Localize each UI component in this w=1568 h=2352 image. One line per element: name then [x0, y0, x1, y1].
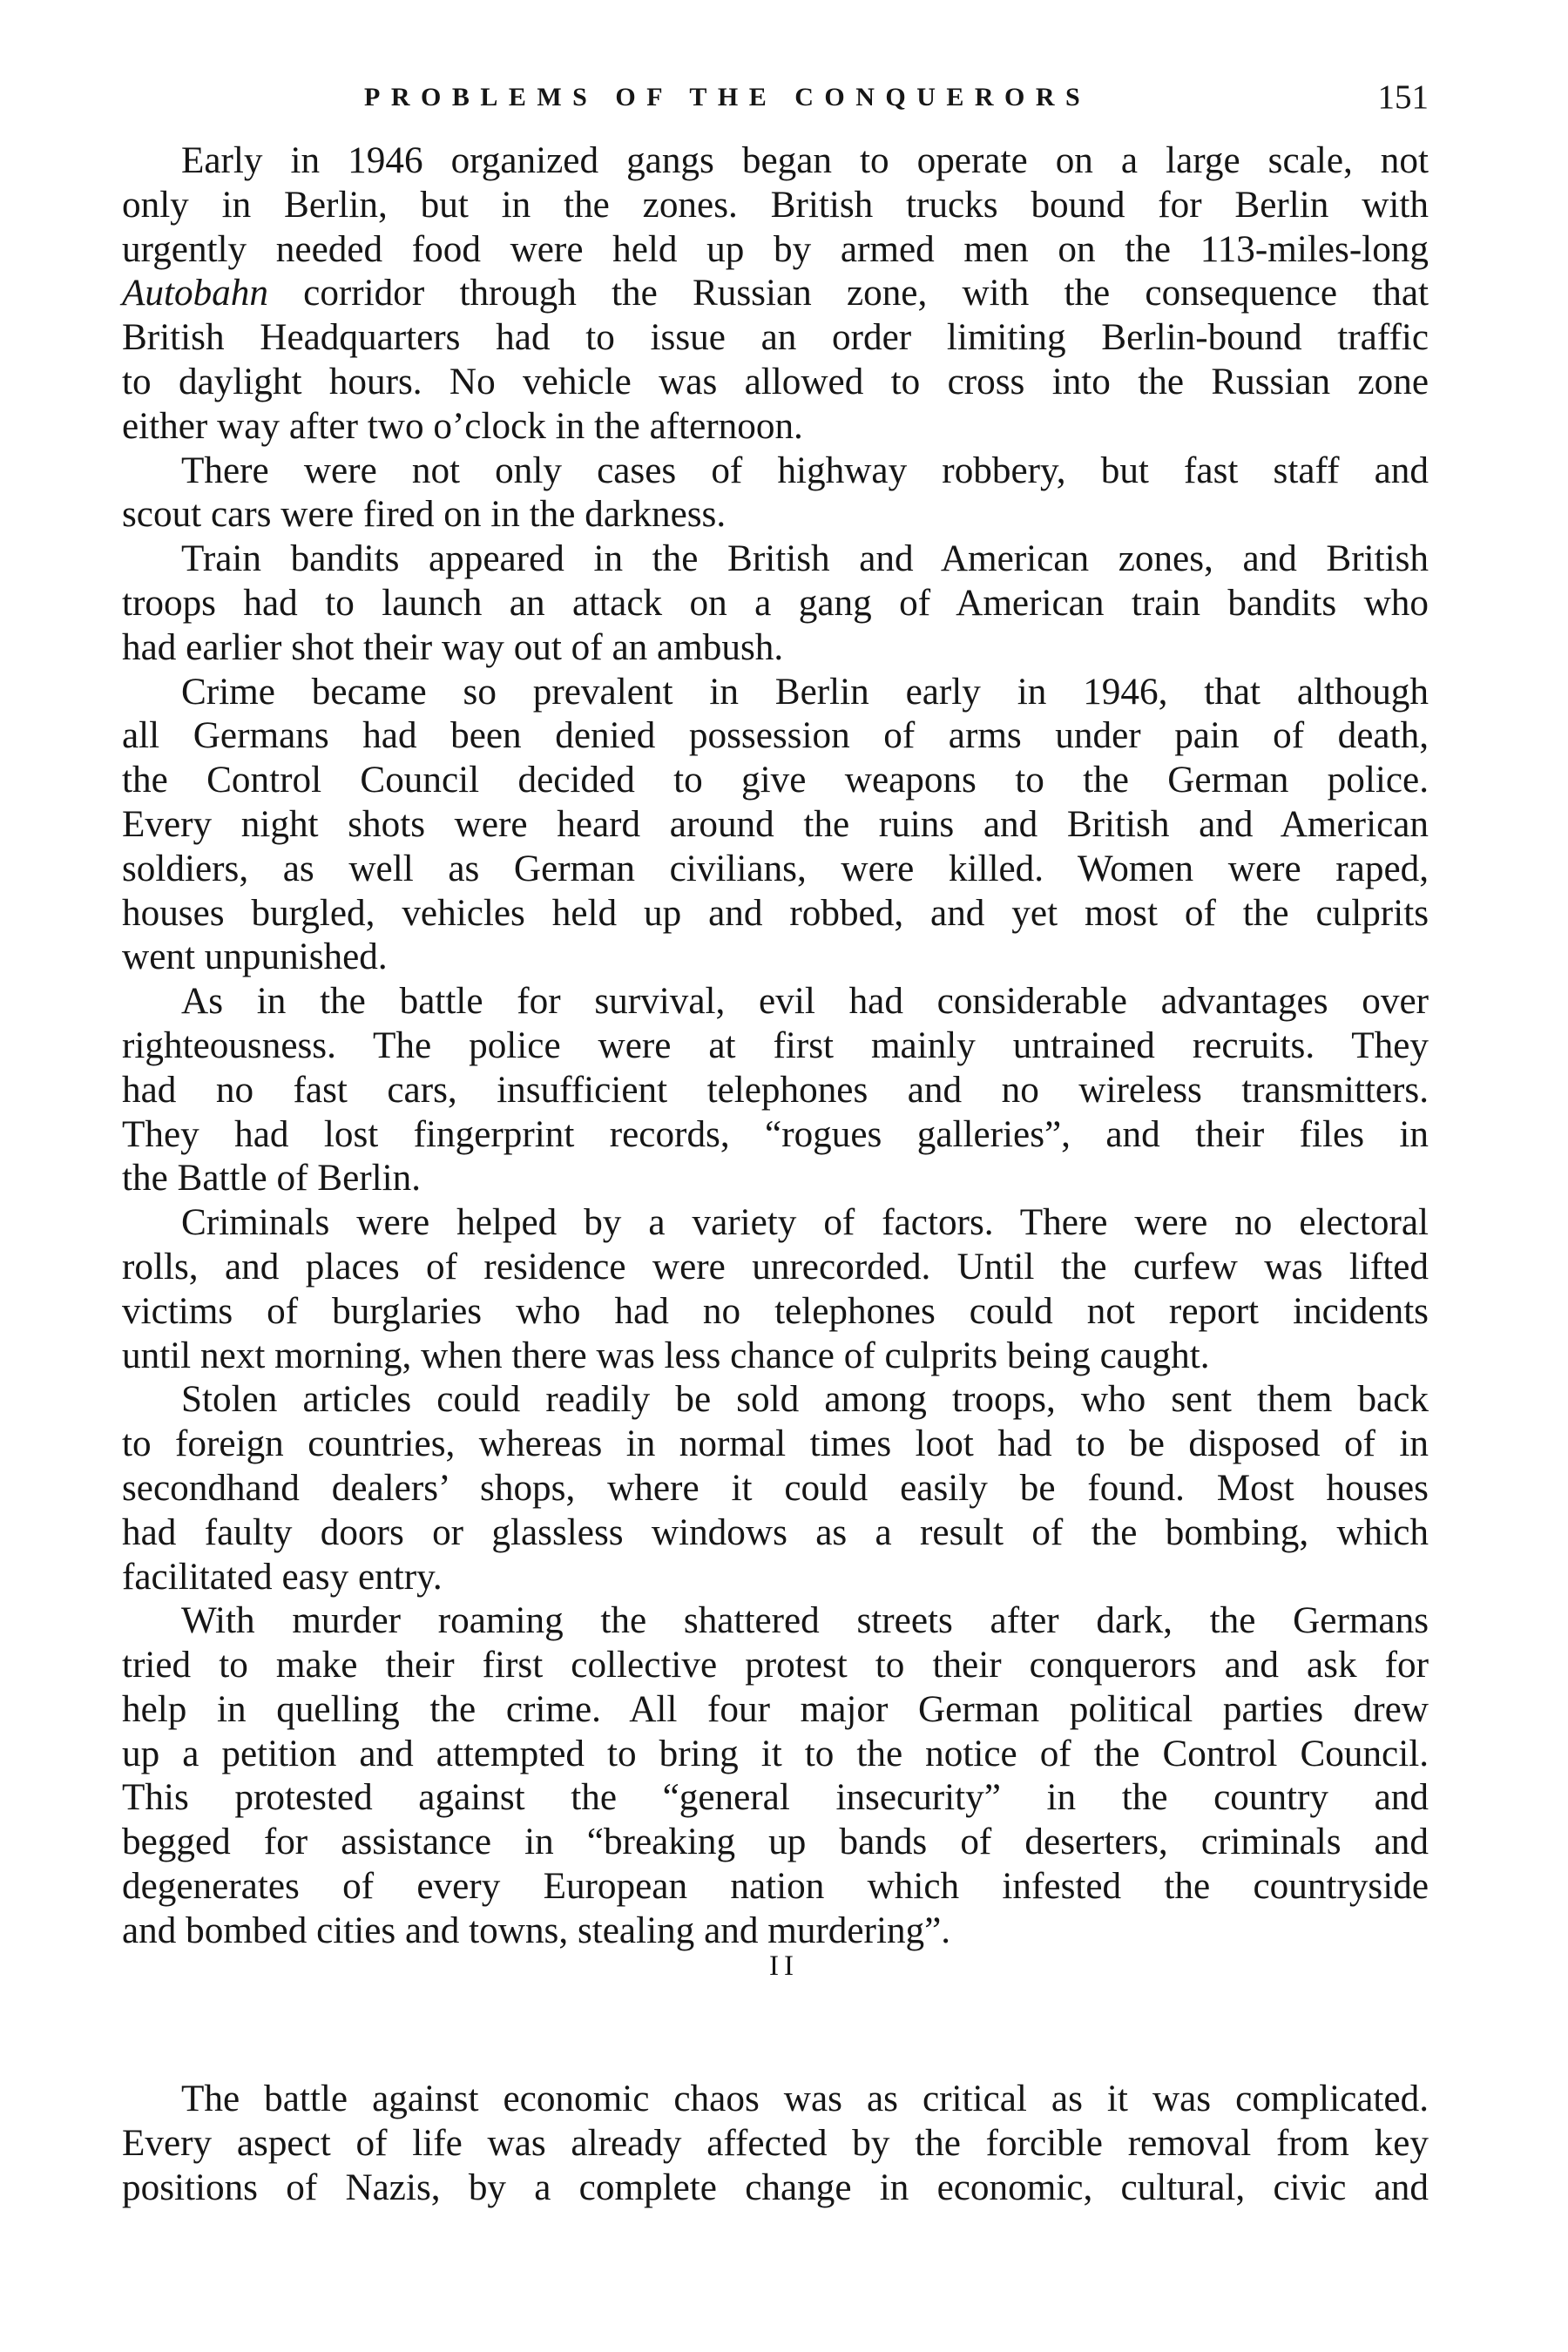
text-line: As in the battle for survival, evil had considerable advantages over: [181, 981, 1429, 1023]
text-line: Every aspect of life was already affected by the forcible removal from key: [122, 2122, 1429, 2164]
text-line: had earlier shot their way out of an ambush.: [122, 626, 784, 668]
text-line: urgently needed food were held up by armed men on the 113-miles-long: [122, 228, 1429, 270]
text-line: [122, 272, 1429, 316]
section-two-text: [122, 2078, 1429, 2210]
text-line: Early in 1946 organized gangs began to operate on a large scale, not: [181, 140, 1429, 181]
paragraph: [122, 1201, 1429, 1378]
text-line: They had lost fingerprint records, “rogues galleries”, and their files in: [122, 1113, 1429, 1155]
text-line: With murder roaming the shattered streets after dark, the Germans: [181, 1600, 1429, 1642]
paragraph: [122, 537, 1429, 670]
text-line: Train bandits appeared in the British and American zones, and British: [181, 538, 1429, 580]
text-line: until next morning, when there was less chance of culprits being caught.: [122, 1335, 1210, 1376]
running-head: [359, 77, 1429, 118]
text-line: the Battle of Berlin.: [122, 1158, 422, 1200]
italic-term: Autobahn: [122, 273, 268, 314]
text-line: the Control Council decided to give weapons to the German police.: [122, 760, 1429, 801]
text-line: righteousness. The police were at first mainly untrained recruits. They: [122, 1024, 1429, 1066]
text-line: The battle against economic chaos was as critical as it was complicated.: [181, 2078, 1429, 2119]
paragraph: [122, 1599, 1429, 1953]
text-fragment: corridor through the Russian zone, with the consequence that: [267, 273, 1429, 314]
text-line: secondhand dealers’ shops, where it could easily be found. Most houses: [122, 1467, 1429, 1509]
text-line: to daylight hours. No vehicle was allowed to cross into the Russian zone: [122, 361, 1429, 402]
text-line: had faulty doors or glassless windows as a result of the bombing, which: [122, 1511, 1429, 1553]
text-line: either way after two o’clock in the afternoon.: [122, 405, 803, 447]
text-line: help in quelling the crime. All four major German political parties drew: [122, 1688, 1429, 1730]
section-one-text: [122, 139, 1429, 1954]
text-line: troops had to launch an attack on a gang of American train bandits who: [122, 582, 1429, 624]
text-line: This protested against the “general insecurity” in the country and: [122, 1777, 1429, 1819]
text-line: Stolen articles could readily be sold among troops, who sent them back: [181, 1379, 1429, 1421]
text-line: tried to make their first collective protest to their conquerors and ask for: [122, 1645, 1429, 1686]
text-line: facilitated easy entry.: [122, 1556, 443, 1598]
paragraph: [122, 449, 1429, 538]
paragraph: [122, 1378, 1429, 1599]
text-line: went unpunished.: [122, 936, 388, 978]
paragraph: [122, 980, 1429, 1201]
text-line: rolls, and places of residence were unrecorded. Until the curfew was lifted: [122, 1246, 1429, 1288]
text-line: victims of burglaries who had no telephones could not report incidents: [122, 1290, 1429, 1332]
text-line: begged for assistance in “breaking up bands of deserters, criminals and: [122, 1821, 1429, 1863]
paragraph: [122, 671, 1429, 981]
text-line: up a petition and attempted to bring it to the notice of the Control Council.: [122, 1733, 1429, 1774]
text-line: degenerates of every European nation which infested the countryside: [122, 1866, 1429, 1908]
text-line: all Germans had been denied possession of arms under pain of death,: [122, 715, 1429, 757]
text-line: and bombed cities and towns, stealing and murdering”.: [122, 1909, 951, 1951]
text-line: scout cars were fired on in the darkness.: [122, 494, 727, 536]
text-line: only in Berlin, but in the zones. British trucks bound for Berlin with: [122, 184, 1429, 226]
text-line: There were not only cases of highway robbery, but fast staff and: [181, 449, 1429, 491]
text-line: Crime became so prevalent in Berlin early in 1946, that although: [181, 671, 1429, 713]
paragraph: [122, 2078, 1429, 2210]
text-line: British Headquarters had to issue an order limiting Berlin-bound traffic: [122, 317, 1429, 359]
page-number: 151: [1377, 78, 1429, 116]
text-line: had no fast cars, insufficient telephones and no wireless transmitters.: [122, 1069, 1429, 1111]
paragraph: [122, 139, 1429, 449]
text-line: soldiers, as well as German civilians, were killed. Women were raped,: [122, 848, 1429, 889]
text-line: Criminals were helped by a variety of factors. There were no electoral: [181, 1202, 1429, 1244]
text-line: Every night shots were heard around the ruins and British and American: [122, 803, 1429, 845]
running-title: PROBLEMS OF THE CONQUERORS: [364, 83, 1092, 112]
text-line: positions of Nazis, by a complete change in economic, cultural, civic and: [122, 2166, 1429, 2208]
text-line: houses burgled, vehicles held up and robbed, and yet most of the culprits: [122, 892, 1429, 934]
text-line: to foreign countries, whereas in normal times loot had to be disposed of in: [122, 1423, 1429, 1465]
section-heading: II: [769, 1950, 799, 1982]
